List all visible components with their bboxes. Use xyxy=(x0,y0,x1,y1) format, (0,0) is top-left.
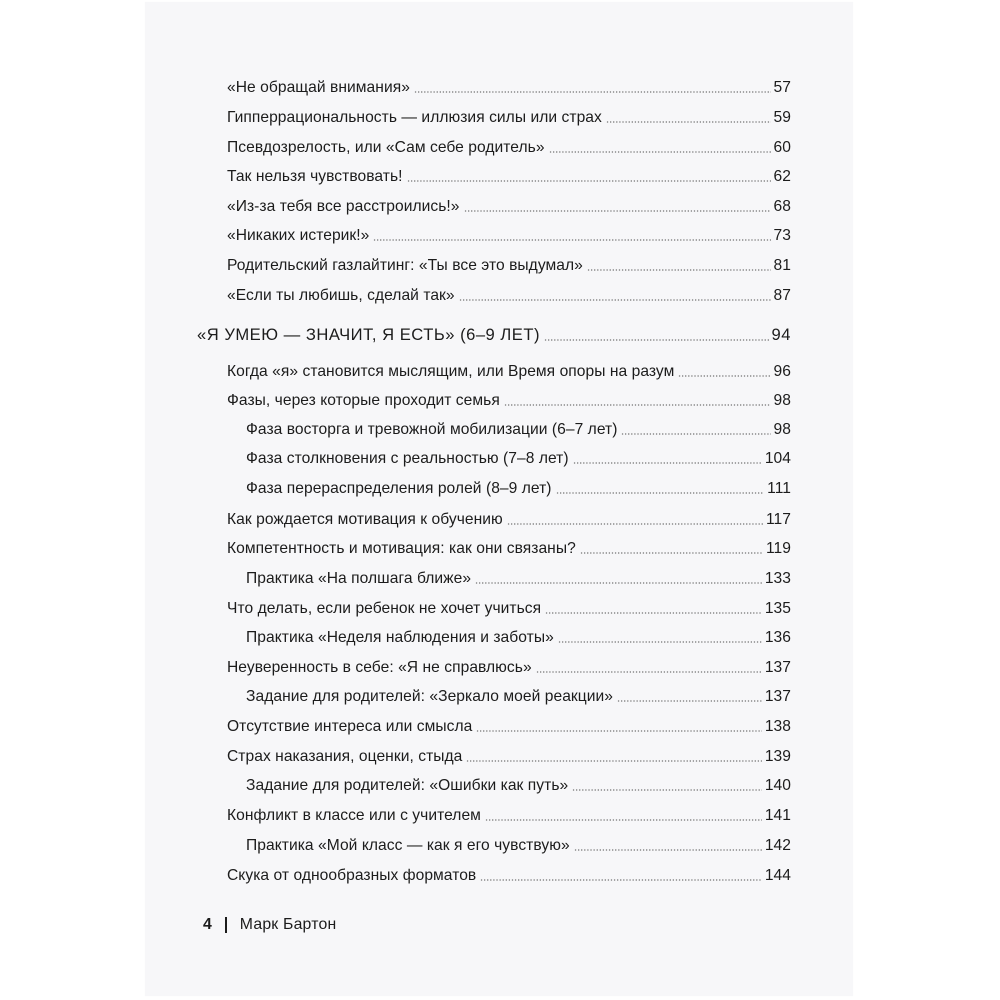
dot-leader xyxy=(475,582,762,584)
toc-entry-title: Фаза восторга и тревожной мобилизации (6–7 лет) xyxy=(246,421,618,439)
toc-entry-title: Практика «Неделя наблюдения и заботы» xyxy=(246,629,554,647)
toc-entry-title: Фазы, через которые проходит семья xyxy=(227,392,500,410)
toc-entry xyxy=(227,222,791,244)
toc-entry-page: 60 xyxy=(773,139,791,157)
toc-entry xyxy=(227,282,791,304)
toc-subentry xyxy=(246,832,791,854)
toc-entry xyxy=(227,506,791,528)
toc-entry-page: 137 xyxy=(764,659,791,677)
toc-entry-page: 136 xyxy=(764,629,791,647)
toc-entry xyxy=(227,862,791,884)
dot-leader xyxy=(466,760,761,762)
toc-entry-page: 138 xyxy=(764,718,791,736)
dot-leader xyxy=(558,641,762,643)
dot-leader xyxy=(507,523,763,525)
toc-entry-title: Практика «Мой класс — как я его чувствую» xyxy=(246,837,570,855)
toc-entry xyxy=(227,654,791,676)
toc-entry xyxy=(227,535,791,557)
page-footer xyxy=(203,916,336,934)
toc-entry-title: Как рождается мотивация к обучению xyxy=(227,511,503,529)
toc-entry-page: 98 xyxy=(773,421,791,439)
toc-entry-title: Задание для родителей: «Зеркало моей реакции» xyxy=(246,688,614,706)
toc-entry-title: Родительский газлайтинг: «Ты все это выдумал» xyxy=(227,257,583,275)
dot-leader xyxy=(504,404,771,406)
toc-entry-page: 96 xyxy=(773,363,791,381)
dot-leader xyxy=(459,299,771,301)
table-of-contents xyxy=(145,2,853,996)
dot-leader xyxy=(480,879,762,881)
dot-leader xyxy=(414,91,771,93)
toc-entry-page: 62 xyxy=(773,168,791,186)
toc-entry-page: 144 xyxy=(764,867,791,885)
toc-entry-page: 119 xyxy=(765,540,791,558)
dot-leader xyxy=(556,492,765,494)
dot-leader xyxy=(549,151,771,153)
toc-entry-page: 137 xyxy=(764,688,791,706)
toc-entry-page: 117 xyxy=(765,511,791,529)
toc-entry-page: 98 xyxy=(773,392,791,410)
dot-leader xyxy=(485,819,762,821)
toc-entry-title: Псевдозрелость, или «Сам себе родитель» xyxy=(227,139,545,157)
toc-entry-page: 135 xyxy=(764,600,791,618)
toc-entry xyxy=(227,743,791,765)
toc-entry-page: 104 xyxy=(764,450,791,468)
toc-entry-page: 94 xyxy=(771,325,791,345)
toc-entry-page: 57 xyxy=(773,79,791,97)
toc-entry-title: Практика «На полшага ближе» xyxy=(246,570,472,588)
toc-entry xyxy=(227,713,791,735)
toc-entry-title: Когда «я» становится мыслящим, или Время опоры на разум xyxy=(227,363,675,381)
toc-subentry xyxy=(246,416,791,438)
dot-leader xyxy=(621,433,770,435)
toc-entry-page: 87 xyxy=(773,287,791,305)
toc-entry-title: Компетентность и мотивация: как они связаны? xyxy=(227,540,576,558)
dot-leader xyxy=(580,552,763,554)
dot-leader xyxy=(678,375,770,377)
dot-leader xyxy=(373,239,770,241)
toc-entry-title: Отсутствие интереса или смысла xyxy=(227,718,473,736)
toc-entry xyxy=(227,252,791,274)
toc-subentry xyxy=(246,624,791,646)
toc-entry-page: 133 xyxy=(764,570,791,588)
book-page xyxy=(145,2,853,996)
toc-entry xyxy=(227,802,791,824)
dot-leader xyxy=(536,671,762,673)
toc-entry xyxy=(227,193,791,215)
toc-entry-title: Задание для родителей: «Ошибки как путь» xyxy=(246,777,569,795)
toc-entry xyxy=(227,74,791,96)
toc-entry xyxy=(227,358,791,380)
dot-leader xyxy=(476,730,761,732)
toc-subentry xyxy=(246,683,791,705)
dot-leader xyxy=(545,612,762,614)
toc-entry-title: Скука от однообразных форматов xyxy=(227,867,477,885)
dot-leader xyxy=(587,269,771,271)
toc-entry-title: «Никаких истерик!» xyxy=(227,227,370,245)
toc-entry-title: «Не обращай внимания» xyxy=(227,79,410,97)
toc-entry-title: Конфликт в классе или с учителем xyxy=(227,807,481,825)
toc-entry-title: Страх наказания, оценки, стыда xyxy=(227,748,463,766)
dot-leader xyxy=(572,789,762,791)
toc-entry-page: 73 xyxy=(773,227,791,245)
dot-leader xyxy=(464,210,771,212)
footer-page-number: 4 xyxy=(203,916,212,933)
toc-entry-title: Гипперрациональность — иллюзия силы или страх xyxy=(227,109,602,127)
toc-subentry xyxy=(246,565,791,587)
toc-subentry xyxy=(246,475,791,497)
toc-entry-page: 111 xyxy=(767,480,791,498)
toc-entry-page: 68 xyxy=(773,198,791,216)
toc-entry-page: 141 xyxy=(764,807,791,825)
toc-entry xyxy=(227,595,791,617)
dot-leader xyxy=(544,339,769,341)
toc-subentry xyxy=(246,445,791,467)
toc-entry-title: «Если ты любишь, сделай так» xyxy=(227,287,455,305)
toc-entry-page: 142 xyxy=(764,837,791,855)
toc-subentry xyxy=(246,772,791,794)
toc-entry xyxy=(227,387,791,409)
toc-entry xyxy=(227,134,791,156)
toc-entry-page: 139 xyxy=(764,748,791,766)
toc-entry-page: 81 xyxy=(773,257,791,275)
toc-entry-title: «Из-за тебя все расстроились!» xyxy=(227,198,460,216)
toc-entry-title: Так нельзя чувствовать! xyxy=(227,168,403,186)
toc-entry-title: Фаза перераспределения ролей (8–9 лет) xyxy=(246,480,552,498)
dot-leader xyxy=(574,849,762,851)
toc-entry-title: Фаза столкновения с реальностью (7–8 лет) xyxy=(246,450,569,468)
toc-entry xyxy=(227,104,791,126)
footer-author: Марк Бартон xyxy=(239,916,337,933)
toc-entry xyxy=(227,163,791,185)
toc-entry-page: 140 xyxy=(764,777,791,795)
footer-divider xyxy=(225,917,227,933)
dot-leader xyxy=(617,700,762,702)
dot-leader xyxy=(407,180,771,182)
dot-leader xyxy=(606,121,771,123)
toc-section-heading xyxy=(197,322,791,344)
toc-entry-title: Что делать, если ребенок не хочет учиться xyxy=(227,600,542,618)
toc-entry-title: Неуверенность в себе: «Я не справлюсь» xyxy=(227,659,532,677)
toc-entry-title: «Я УМЕЮ — ЗНАЧИТ, Я ЕСТЬ» (6–9 ЛЕТ) xyxy=(197,325,541,345)
dot-leader xyxy=(573,462,762,464)
toc-entry-page: 59 xyxy=(773,109,791,127)
